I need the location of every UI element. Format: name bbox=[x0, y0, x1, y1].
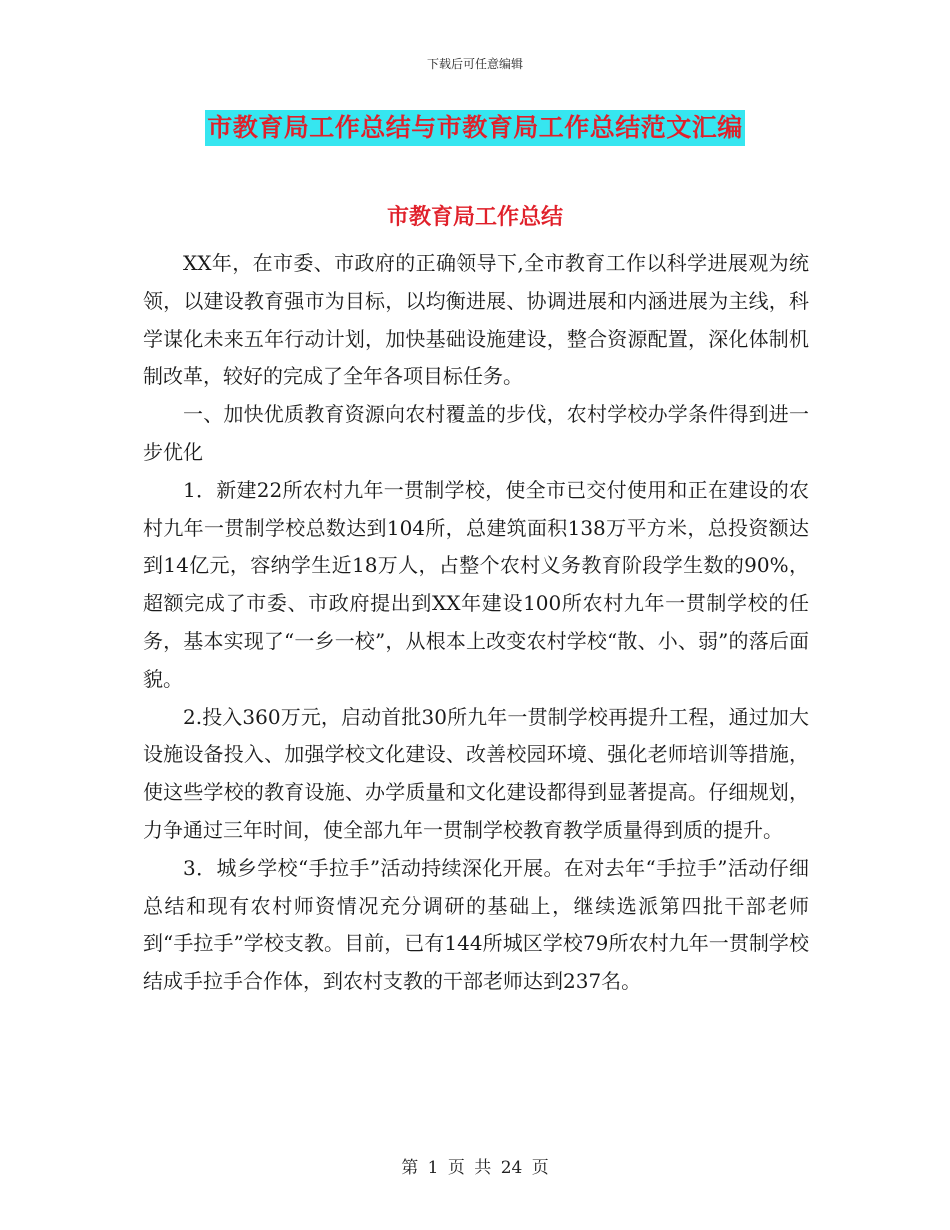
header-note: 下载后可任意编辑 bbox=[426, 57, 523, 71]
main-title-container bbox=[0, 110, 950, 146]
paragraph: XX年，在市委、市政府的正确领导下,全市教育工作以科学进展观为统领，以建设教育强市为目标，以均衡进展、协调进展和内涵进展为主线，科学谋化未来五年行动计划，加快基础设施建设，整合资源配置，深化体制机制改革，较好的完成了全年各项目标任务。 bbox=[143, 251, 809, 389]
main-title: 市教育局工作总结与市教育局工作总结范文汇编 bbox=[205, 110, 745, 146]
paragraph: 1．新建22所农村九年一贯制学校，使全市已交付使用和正在建设的农村九年一贯制学校总数达到104所，总建筑面积138万平方米，总投资额达到14亿元，容纳学生近18万人，占整个农村义务教育阶段学生数的90%，超额完成了市委、市政府提出到XX年建设100所农村九年一贯制学校的任务，基本实现了“一乡一校”，从根本上改变农村学校“散、小、弱”的落后面貌。 bbox=[143, 477, 809, 691]
body-text bbox=[143, 245, 809, 1001]
section-title: 市教育局工作总结 bbox=[386, 204, 563, 230]
paragraph: 一、加快优质教育资源向农村覆盖的步伐，农村学校办学条件得到进一步优化 bbox=[143, 402, 809, 464]
page-footer: 第 1 页 共 24 页 bbox=[401, 1158, 549, 1178]
paragraph: 3．城乡学校“手拉手”活动持续深化开展。在对去年“手拉手”活动仔细总结和现有农村师资情况充分调研的基础上，继续选派第四批干部老师到“手拉手”学校支教。目前，已有144所城区学校79所农村九年一贯制学校结成手拉手合作体，到农村支教的干部老师达到237名。 bbox=[143, 855, 809, 994]
paragraph: 2.投入360万元，启动首批30所九年一贯制学校再提升工程，通过加大设施设备投入、加强学校文化建设、改善校园环境、强化老师培训等措施，使这些学校的教育设施、办学质量和文化建设都得到显著提高。仔细规划，力争通过三年时间，使全部九年一贯制学校教育教学质量得到质的提升。 bbox=[143, 704, 809, 842]
